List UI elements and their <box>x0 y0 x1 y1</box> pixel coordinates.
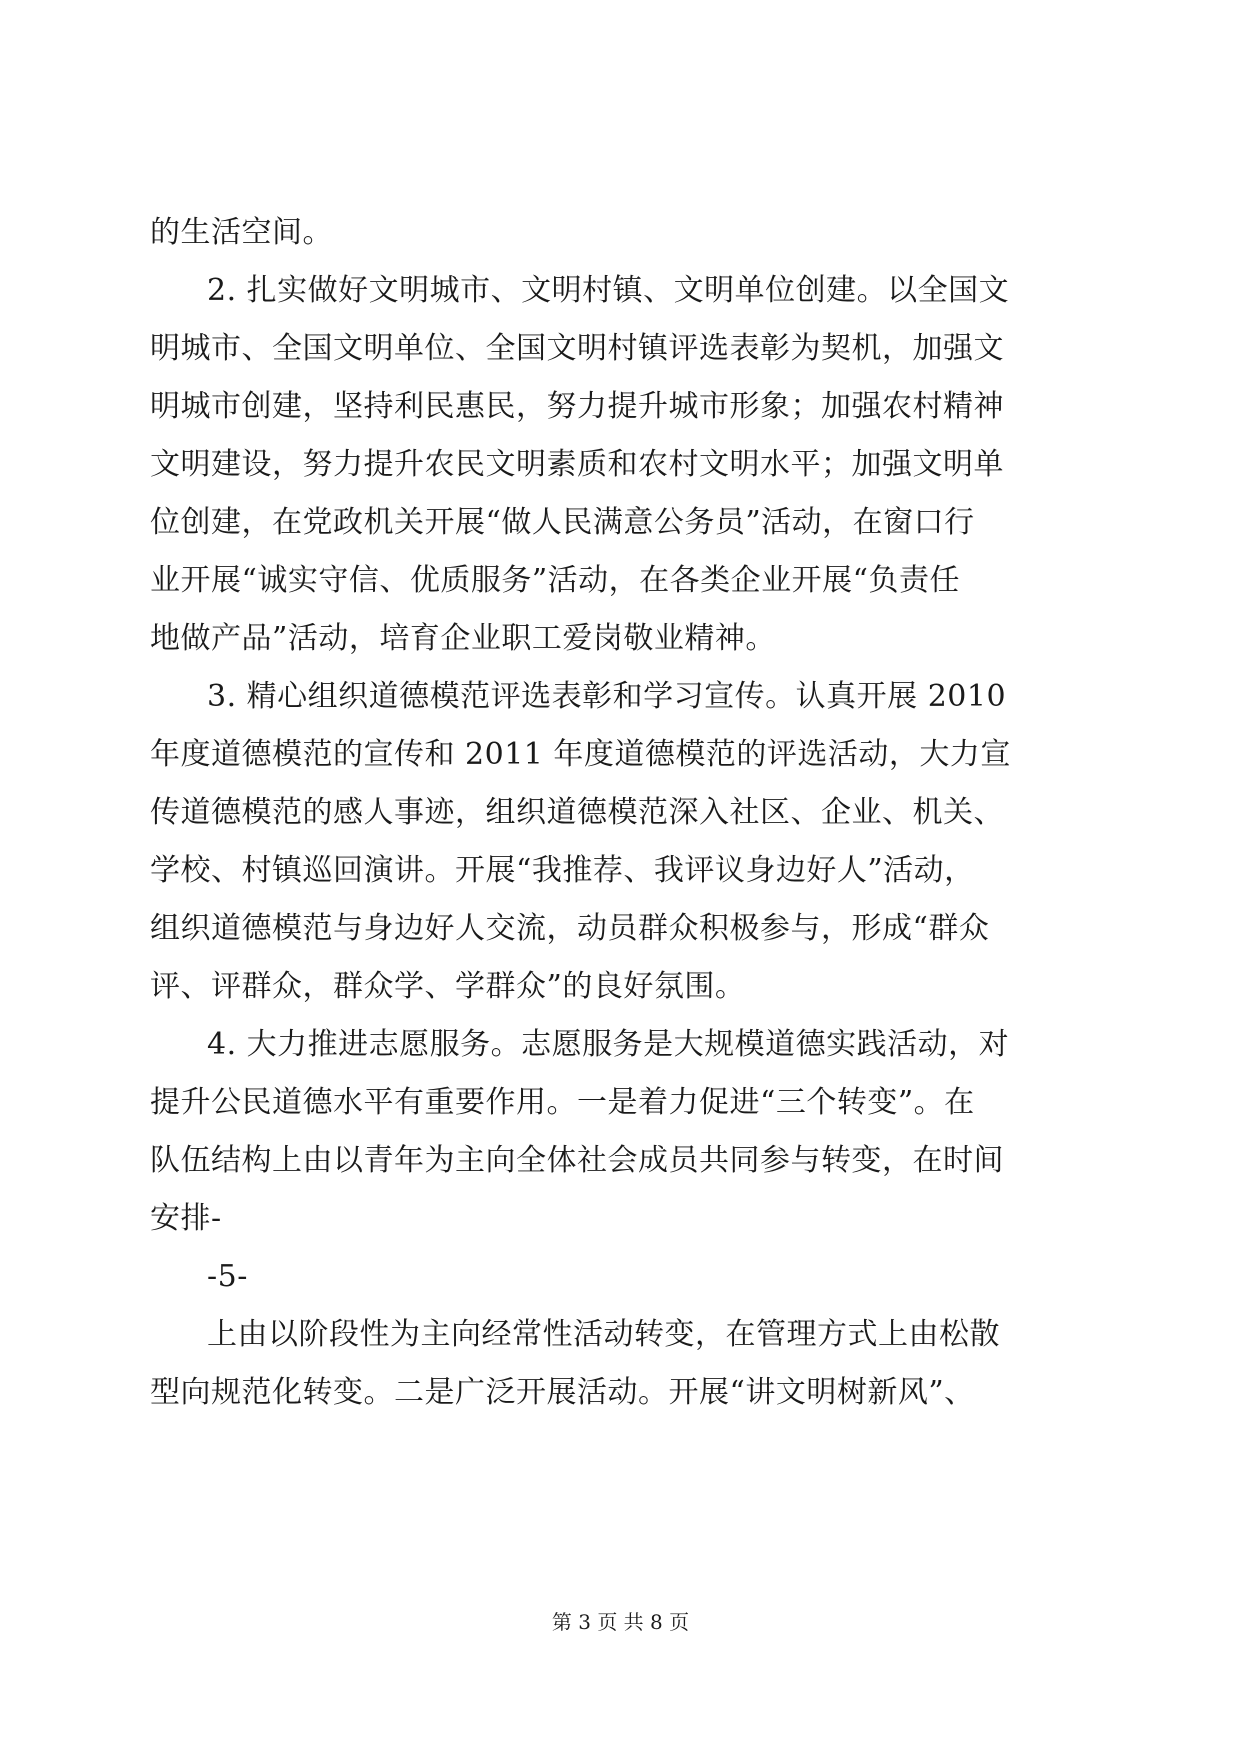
text-line: 3. 精心组织道德模范评选表彰和学习宣传。认真开展 2010 <box>207 679 1007 714</box>
text-line: 文明建设，努力提升农民文明素质和农村文明水平；加强文明单 <box>150 447 1004 482</box>
text-line: 2. 扎实做好文明城市、文明村镇、文明单位创建。以全国文 <box>207 273 1010 308</box>
text-line: 明城市创建，坚持利民惠民，努力提升城市形象；加强农村精神 <box>150 389 1004 424</box>
text-line: 上由以阶段性为主向经常性活动转变，在管理方式上由松散 <box>207 1317 1000 1352</box>
page-footer: 第 3 页 共 8 页 <box>551 1610 690 1634</box>
text-line: 的生活空间。 <box>150 215 333 250</box>
text-line: 组织道德模范与身边好人交流，动员群众积极参与，形成“群众 <box>150 911 990 946</box>
text-line: 业开展“诚实守信、优质服务”活动，在各类企业开展“负责任 <box>150 563 961 598</box>
text-line: 安排- <box>150 1201 222 1236</box>
text-line: 型向规范化转变。二是广泛开展活动。开展“讲文明树新风”、 <box>150 1375 975 1410</box>
text-line: 传道德模范的感人事迹，组织道德模范深入社区、企业、机关、 <box>150 795 1004 830</box>
text-line: 明城市、全国文明单位、全国文明村镇评选表彰为契机，加强文 <box>150 331 1004 366</box>
text-line: 位创建，在党政机关开展“做人民满意公务员”活动，在窗口行 <box>150 505 975 540</box>
text-line: 学校、村镇巡回演讲。开展“我推荐、我评议身边好人”活动， <box>150 853 975 888</box>
text-line: 队伍结构上由以青年为主向全体社会成员共同参与转变，在时间 <box>150 1143 1004 1178</box>
text-line: 地做产品”活动，培育企业职工爱岗敬业精神。 <box>150 621 776 656</box>
text-line: 年度道德模范的宣传和 2011 年度道德模范的评选活动，大力宣 <box>150 737 1011 772</box>
text-line: 提升公民道德水平有重要作用。一是着力促进“三个转变”。在 <box>150 1085 975 1120</box>
text-line: -5- <box>207 1259 248 1294</box>
text-line: 4. 大力推进志愿服务。志愿服务是大规模道德实践活动，对 <box>207 1027 1010 1062</box>
text-line: 评、评群众，群众学、学群众”的良好氛围。 <box>150 969 746 1004</box>
